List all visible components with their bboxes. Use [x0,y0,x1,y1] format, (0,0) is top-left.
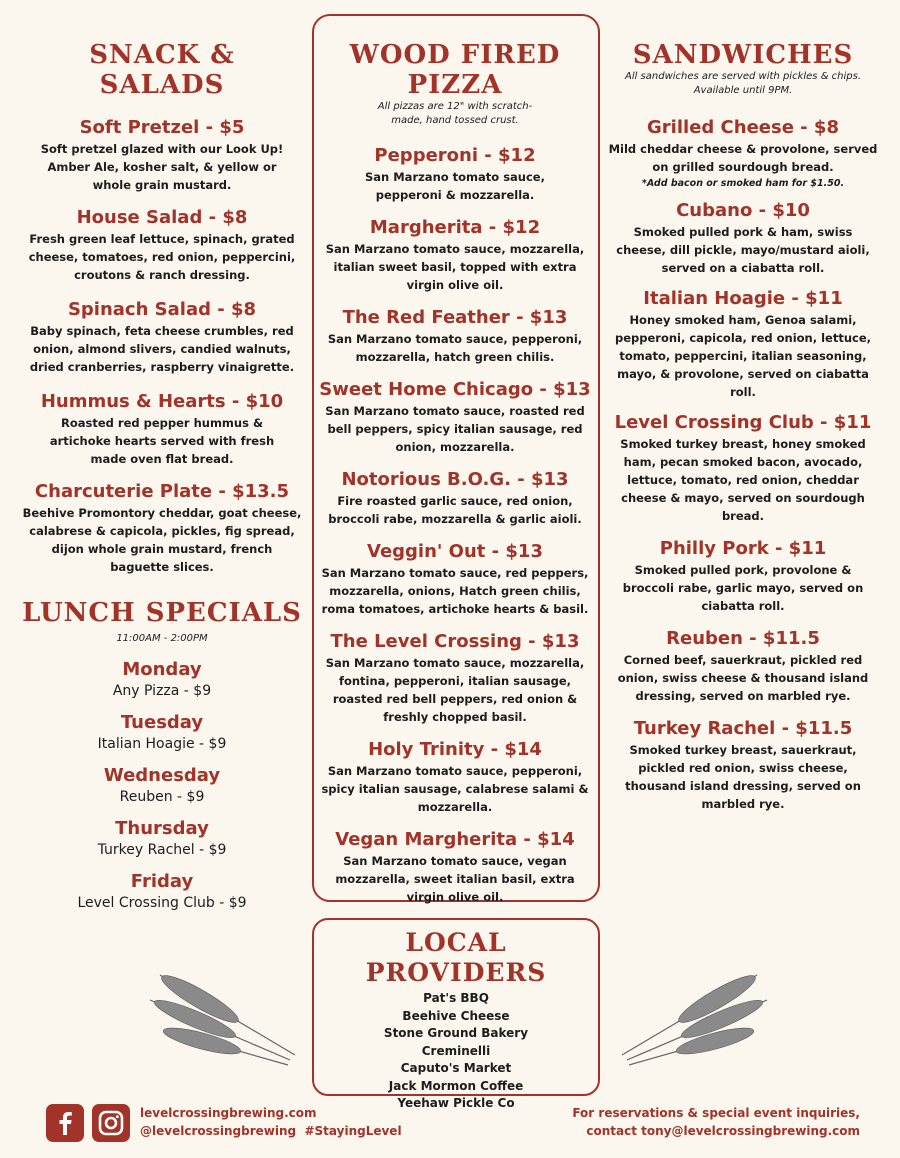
menu-item [608,627,878,705]
item-title: Spinach Salad - $8 [67,299,257,320]
menu-item [608,287,878,401]
item-title: Italian Hoagie - $11 [643,288,843,309]
facebook-icon[interactable] [46,1104,84,1142]
lunch-day [22,817,302,859]
item-title: Cubano - $10 [676,200,810,221]
item-title: Turkey Rachel - $11.5 [633,718,853,739]
provider-item: Jack Mormon Coffee [388,1078,524,1093]
item-title: Soft Pretzel - $5 [79,117,245,138]
day-special: Level Crossing Club - $9 [77,895,247,911]
item-desc: Corned beef, sauerkraut, pickled red onion, swiss cheese & thousand island dressing, served on marbled rye. [617,653,869,703]
item-desc: San Marzano tomato sauce, vegan mozzarella, sweet italian basil, extra virgin olive oil. [335,854,575,904]
item-desc: Beehive Promontory cheddar, goat cheese, calabrese & capicola, pickles, fig spread, dijon whole grain mustard, french baguette slices. [22,506,302,574]
item-title: Notorious B.O.G. - $13 [341,469,569,490]
menu-item [305,306,605,366]
pizza-heading: WOOD FIRED PIZZA [349,40,561,100]
footer-text [140,1104,402,1140]
website-link[interactable]: levelcrossingbrewing.com [140,1106,317,1120]
footer-social [46,1102,406,1146]
sandwiches-column [608,0,878,813]
item-title: Vegan Margherita - $14 [335,829,575,850]
lunch-day [22,658,302,700]
menu-item [305,144,605,204]
day-special: Turkey Rachel - $9 [97,842,227,858]
footer-contact [560,1104,860,1140]
item-title: Charcuterie Plate - $13.5 [34,481,290,502]
provider-item: Pat's BBQ [423,991,489,1005]
day-name: Friday [130,871,194,892]
item-desc: Fresh green leaf lettuce, spinach, grated cheese, tomatoes, red onion, peppercini, croutons & ranch dressing. [28,232,296,282]
menu-item [305,630,605,726]
menu-item [22,298,302,376]
day-special: Reuben - $9 [119,789,205,805]
item-desc: Smoked turkey breast, honey smoked ham, pecan smoked bacon, avocado, lettuce, tomato, red onion, cheddar cheese & mayo, served on sourdough bread. [620,437,866,523]
menu-item [608,116,878,191]
item-desc: Smoked turkey breast, sauerkraut, pickled red onion, swiss cheese, thousand island dressing, served on marbled rye. [625,743,861,811]
menu-item [305,378,605,456]
contact-line-2[interactable]: contact tony@levelcrossingbrewing.com [586,1124,860,1138]
item-desc: San Marzano tomato sauce, mozzarella, fontina, pepperoni, italian sausage, roasted red bell peppers, red onion & freshly chopped basil. [325,656,585,724]
wheat-icon [140,955,305,1070]
item-desc: San Marzano tomato sauce, pepperoni & mozzarella. [365,170,545,202]
item-title: House Salad - $8 [76,207,248,228]
provider-item: Yeehaw Pickle Co [397,1096,515,1110]
item-title: Holy Trinity - $14 [368,739,542,760]
lunch-day [22,764,302,806]
menu-item [305,540,605,618]
pizza-note: All pizzas are 12" with scratch-made, hand tossed crust. [377,101,533,126]
item-desc: Honey smoked ham, Genoa salami, pepperoni, capicola, red onion, lettuce, tomato, peppercini, italian seasoning, mayo, & provolone, served on ciabatta roll. [614,313,871,399]
menu-item [22,390,302,468]
item-desc: Mild cheddar cheese & provolone, served on grilled sourdough bread. [608,142,878,174]
lunch-day [22,870,302,912]
sandwiches-heading: SANDWICHES [632,40,854,70]
item-desc: San Marzano tomato sauce, roasted red bell peppers, spicy italian sausage, red onion, mozzarella. [325,404,585,454]
provider-item: Creminelli [421,1043,491,1058]
provider-item: Stone Ground Bakery [383,1026,529,1040]
day-special: Any Pizza - $9 [112,683,212,699]
item-title: Grilled Cheese - $8 [647,117,839,138]
lunch-hours: 11:00AM - 2:00PM [116,633,208,644]
day-name: Monday [122,659,202,680]
menu-item [305,738,605,816]
item-title: Philly Pork - $11 [659,538,827,559]
provider-item: Beehive Cheese [402,1008,510,1023]
providers-section [312,928,600,1113]
item-desc: Smoked pulled pork, provolone & broccoli rabe, garlic mayo, served on ciabatta roll. [622,563,864,613]
menu-item [22,480,302,576]
menu-item [305,468,605,528]
item-title: The Level Crossing - $13 [330,631,580,652]
snacks-column [22,0,302,912]
sandwiches-note: All sandwiches are served with pickles & chips. Available until 9PM. [624,71,862,96]
pizza-column [305,0,605,906]
item-desc: San Marzano tomato sauce, pepperoni, mozzarella, hatch green chilis. [327,332,583,364]
wheat-icon [612,955,777,1070]
item-title: Hummus & Hearts - $10 [40,391,284,412]
lunch-heading: LUNCH SPECIALS [22,598,302,628]
menu-item [305,216,605,294]
item-desc: San Marzano tomato sauce, red peppers, mozzarella, onions, Hatch green chilis, roma tomatoes, artichoke hearts & basil. [321,566,589,616]
lunch-day [22,711,302,753]
social-handle: @levelcrossingbrewing #StayingLevel [140,1124,402,1138]
item-title: Reuben - $11.5 [666,628,820,649]
day-name: Wednesday [103,765,221,786]
item-title: Veggin' Out - $13 [367,541,543,562]
item-title: Level Crossing Club - $11 [614,412,872,433]
item-title: Sweet Home Chicago - $13 [319,379,591,400]
menu-item [608,717,878,813]
menu-item [608,411,878,525]
item-desc: San Marzano tomato sauce, pepperoni, spicy italian sausage, calabrese salami & mozzarella. [321,764,589,814]
providers-heading: LOCAL PROVIDERS [365,928,547,987]
item-desc: Roasted red pepper hummus & artichoke hearts served with fresh made oven flat bread. [49,416,275,466]
item-desc: San Marzano tomato sauce, mozzarella, italian sweet basil, topped with extra virgin olive oil. [325,242,585,292]
menu-item [305,828,605,906]
menu-item [608,199,878,277]
day-special: Italian Hoagie - $9 [97,736,227,752]
item-title: The Red Feather - $13 [342,307,568,328]
item-title: Margherita - $12 [369,217,541,238]
item-extra: *Add bacon or smoked ham for $1.50. [641,178,845,189]
snacks-heading: SNACK & SALADS [89,40,235,100]
item-desc: Baby spinach, feta cheese crumbles, red onion, almond slivers, candied walnuts, dried cranberries, raspberry vinaigrette. [29,324,295,374]
day-name: Thursday [115,818,209,839]
menu-item [22,116,302,194]
day-name: Tuesday [120,712,204,733]
item-desc: Smoked pulled pork & ham, swiss cheese, dill pickle, mayo/mustard aioli, served on a ciabatta roll. [616,225,870,275]
contact-line-1: For reservations & special event inquiries, [572,1106,860,1120]
menu-item [22,206,302,284]
provider-item: Caputo's Market [400,1061,512,1075]
menu-item [608,537,878,615]
item-title: Pepperoni - $12 [374,145,536,166]
instagram-icon[interactable] [92,1104,130,1142]
item-desc: Soft pretzel glazed with our Look Up! Amber Ale, kosher salt, & yellow or whole grain mustard. [40,142,284,192]
providers-list [312,990,600,1113]
item-desc: Fire roasted garlic sauce, red onion, broccoli rabe, mozzarella & garlic aioli. [328,494,582,526]
